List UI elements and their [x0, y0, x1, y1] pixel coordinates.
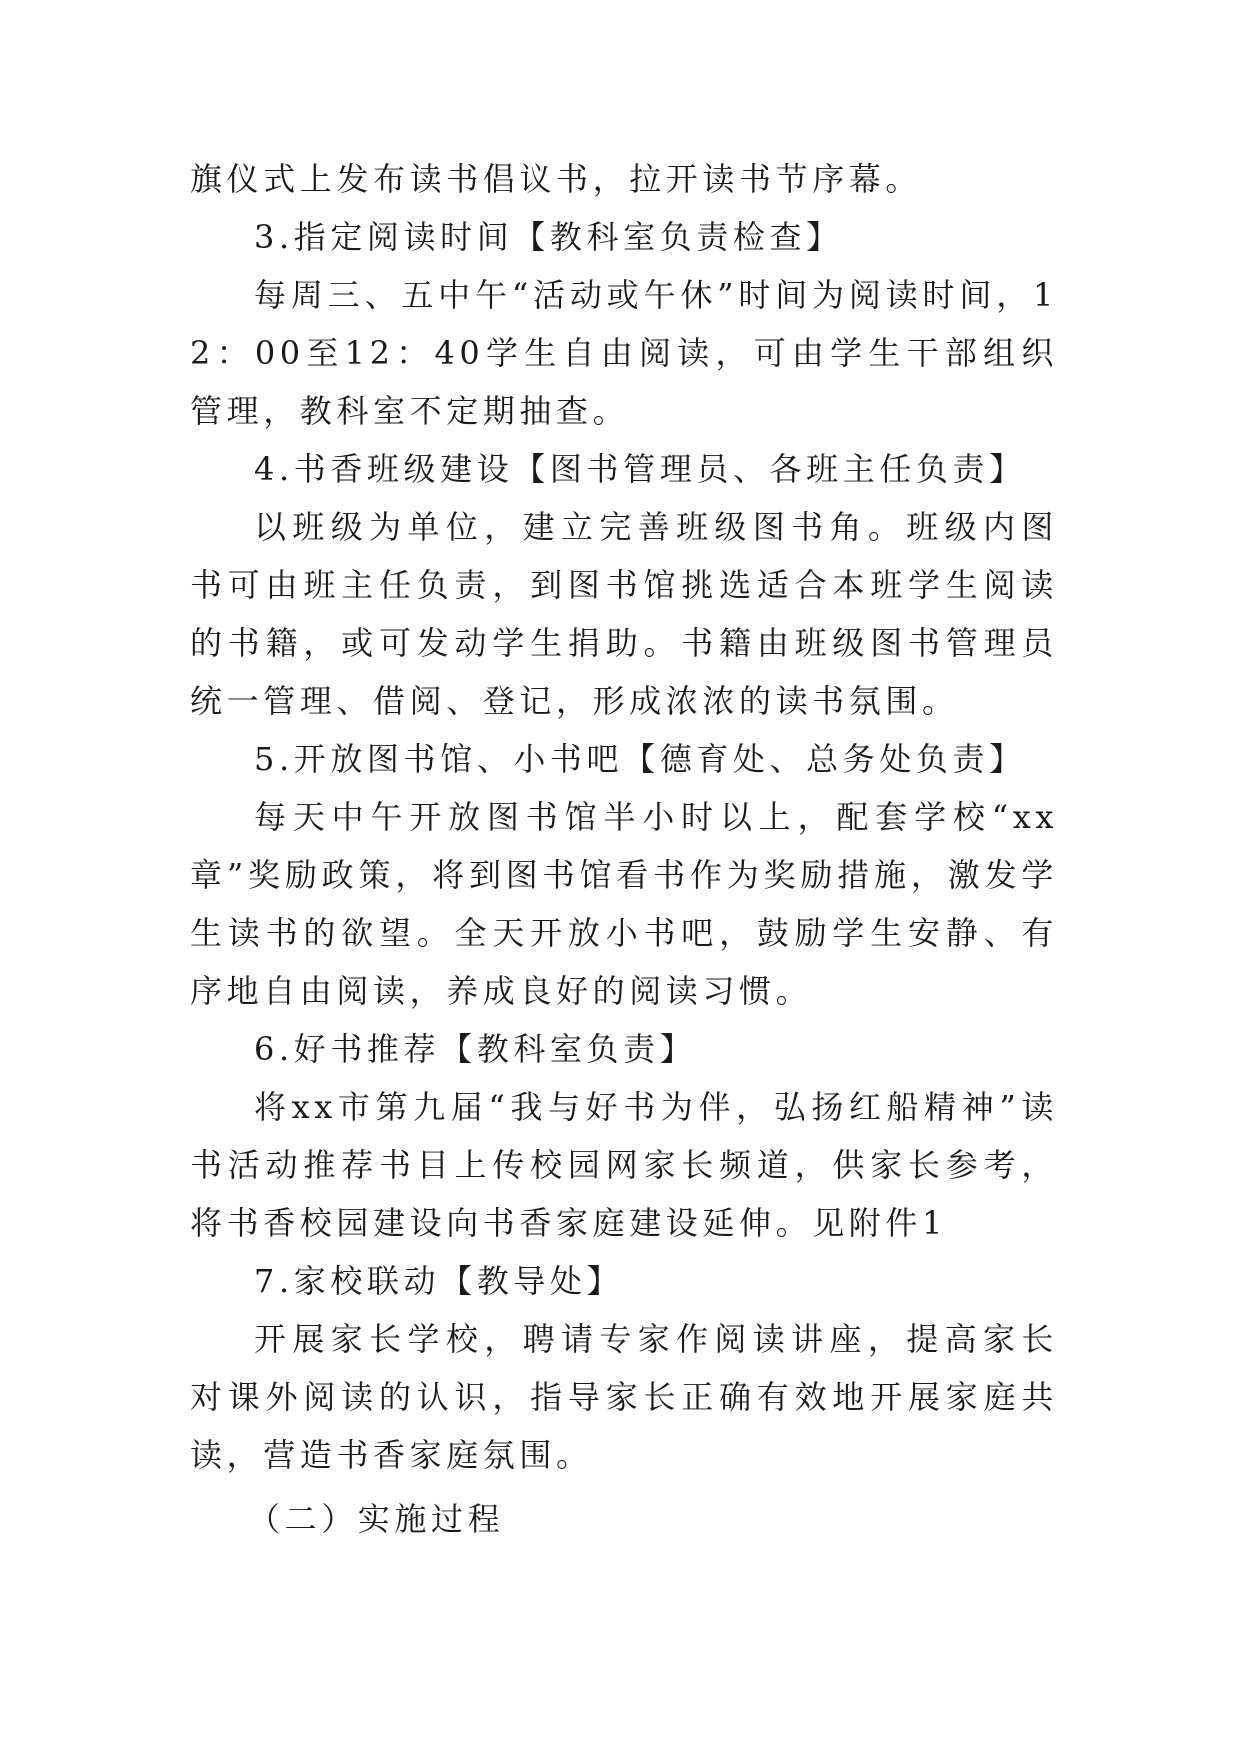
item-heading-6: 6.好书推荐【教科室负责】: [254, 1030, 697, 1068]
document-page: [190, 150, 1058, 1548]
paragraph-home-school: 开展家长学校，聘请专家作阅读讲座，提高家长对课外阅读的认识，指导家长正确有效地开展家庭共读，营造书香家庭氛围。: [190, 1320, 1058, 1474]
item-heading-5: 5.开放图书馆、小书吧【德育处、总务处负责】: [254, 740, 1026, 778]
item-heading-7: 7.家校联动【教导处】: [254, 1262, 624, 1300]
item-heading-3: 3.指定阅读时间【教科室负责检查】: [254, 218, 843, 256]
item-heading-4: 4.书香班级建设【图书管理员、各班主任负责】: [254, 450, 1026, 488]
section-heading-implementation: （二）实施过程: [248, 1500, 505, 1538]
paragraph-class-library: 以班级为单位，建立完善班级图书角。班级内图书可由班主任负责，到图书馆挑选适合本班学生阅读的书籍，或可发动学生捐助。书籍由班级图书管理员统一管理、借阅、登记，形成浓浓的读书氛围。: [190, 508, 1058, 720]
paragraph-continuation: 旗仪式上发布读书倡议书，拉开读书节序幕。: [190, 160, 923, 198]
paragraph-reading-time: 每周三、五中午“活动或午休”时间为阅读时间，12：00至12：40学生自由阅读，可由学生干部组织管理，教科室不定期抽查。: [190, 276, 1058, 430]
paragraph-book-recommendation: 将xx市第九届“我与好书为伴，弘扬红船精神”读书活动推荐书目上传校园网家长频道，供家长参考，将书香校园建设向书香家庭建设延伸。见附件1: [190, 1088, 1058, 1242]
paragraph-open-library: 每天中午开放图书馆半小时以上，配套学校“xx章”奖励政策，将到图书馆看书作为奖励措施，激发学生读书的欲望。全天开放小书吧，鼓励学生安静、有序地自由阅读，养成良好的阅读习惯。: [190, 798, 1058, 1010]
